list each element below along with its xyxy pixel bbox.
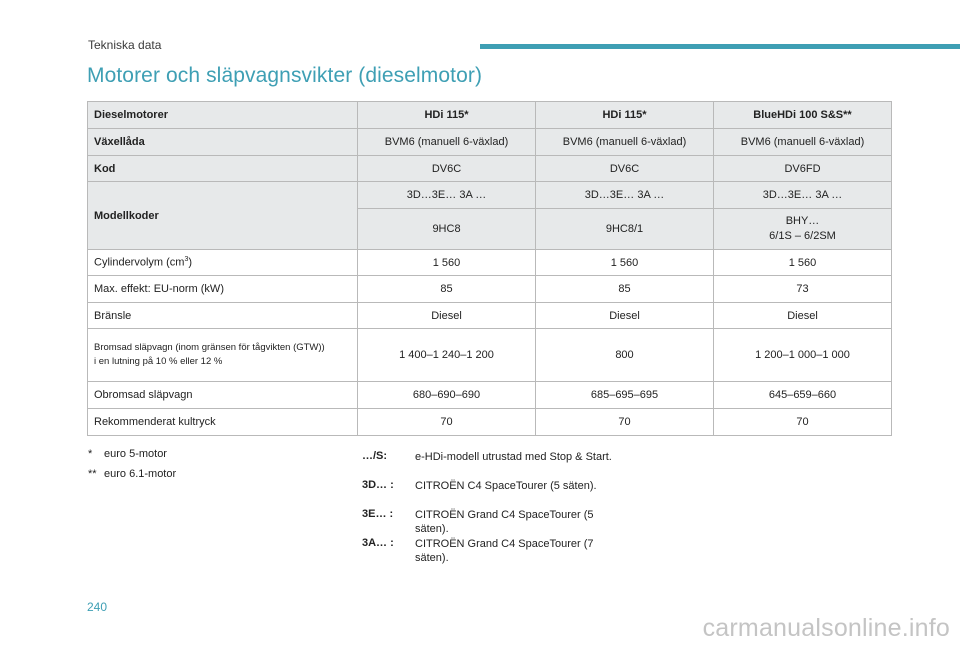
row-label: Växellåda [88, 129, 358, 156]
abbreviation-key: 3E… : [362, 508, 394, 520]
table-row [88, 156, 892, 182]
table-cell: 73 [714, 276, 892, 303]
watermark: carmanualsonline.info [702, 614, 950, 642]
footnote-text: euro 6.1-motor [104, 468, 177, 480]
section-accent-bar [480, 44, 960, 49]
table-cell: 1 560 [358, 250, 536, 276]
table-row [88, 182, 892, 209]
label-line: Bromsad släpvagn (inom gränsen för tågvikten (GTW)) [94, 342, 325, 353]
column-header: Dieselmotorer [88, 102, 358, 129]
table-cell: 680–690–690 [358, 382, 536, 409]
table-cell: 1 560 [536, 250, 714, 276]
table-cell: DV6C [536, 156, 714, 182]
table-row [88, 129, 892, 156]
abbreviation-value: CITROËN Grand C4 SpaceTourer (7 säten). [415, 538, 594, 564]
table-row [88, 409, 892, 436]
table-cell: 85 [358, 276, 536, 303]
table-cell: 3D…3E… 3A … [536, 182, 714, 209]
section-label: Tekniska data [88, 38, 162, 52]
abbreviation-value: CITROËN Grand C4 SpaceTourer (5 säten). [415, 509, 594, 535]
footnote-mark: * [88, 448, 93, 460]
page-number: 240 [87, 600, 108, 614]
table-row [88, 276, 892, 303]
row-label: Max. effekt: EU-norm (kW) [88, 276, 358, 303]
footnote-mark: ** [88, 468, 97, 480]
table-cell: 70 [714, 409, 892, 436]
table-cell: DV6FD [714, 156, 892, 182]
abbreviation-value: e-HDi-modell utrustad med Stop & Start. [415, 451, 612, 463]
table-row [88, 303, 892, 329]
table-cell: 645–659–660 [714, 382, 892, 409]
table-cell: 3D…3E… 3A … [714, 182, 892, 209]
table-cell: 1 200–1 000–1 000 [714, 329, 892, 382]
table-row [88, 329, 892, 382]
table-cell: BVM6 (manuell 6-växlad) [536, 129, 714, 156]
abbreviation-key: …/S: [362, 450, 388, 462]
footnote [88, 448, 167, 460]
row-label: Obromsad släpvagn [88, 382, 358, 409]
column-header: HDi 115* [536, 102, 714, 129]
cell-line: BHY… [785, 215, 820, 227]
table-row [88, 250, 892, 276]
label-line: i en lutning på 10 % eller 12 % [94, 356, 223, 367]
table-cell: 1 560 [714, 250, 892, 276]
table-cell: 70 [358, 409, 536, 436]
footnote [88, 468, 176, 480]
engine-spec-table [87, 101, 892, 436]
table-cell: 9HC8/1 [536, 209, 714, 250]
table-cell: Diesel [358, 303, 536, 329]
table-cell [714, 209, 892, 250]
row-label: Cylindervolym $(cm^3)$ [88, 250, 358, 276]
table-cell: 1 400–1 240–1 200 [358, 329, 536, 382]
row-label: Rekommenderat kultryck [88, 409, 358, 436]
table-cell: Diesel [714, 303, 892, 329]
table-cell: 9HC8 [358, 209, 536, 250]
table-cell: 70 [536, 409, 714, 436]
cell-line: 6/1S – 6/2SM [769, 230, 836, 242]
abbreviation-value: CITROËN C4 SpaceTourer (5 säten). [415, 480, 597, 492]
column-header: BlueHDi 100 S&S** [714, 102, 892, 129]
row-label: Kod [88, 156, 358, 182]
row-label [88, 329, 358, 382]
table-cell: DV6C [358, 156, 536, 182]
table-cell: 800 [536, 329, 714, 382]
row-label: Bränsle [88, 303, 358, 329]
footnote-text: euro 5-motor [104, 448, 167, 460]
table-cell: BVM6 (manuell 6-växlad) [714, 129, 892, 156]
table-cell: Diesel [536, 303, 714, 329]
table-cell: 85 [536, 276, 714, 303]
column-header: HDi 115* [358, 102, 536, 129]
table-cell: 685–695–695 [536, 382, 714, 409]
table-header-row [88, 102, 892, 129]
page-title: Motorer och släpvagnsvikter (dieselmotor) [87, 64, 483, 87]
row-label: Modellkoder [88, 182, 358, 250]
abbreviation-key: 3A… : [362, 537, 394, 549]
table-cell: BVM6 (manuell 6-växlad) [358, 129, 536, 156]
table-row [88, 382, 892, 409]
table-cell: 3D…3E… 3A … [358, 182, 536, 209]
abbreviation-key: 3D… : [362, 479, 394, 491]
